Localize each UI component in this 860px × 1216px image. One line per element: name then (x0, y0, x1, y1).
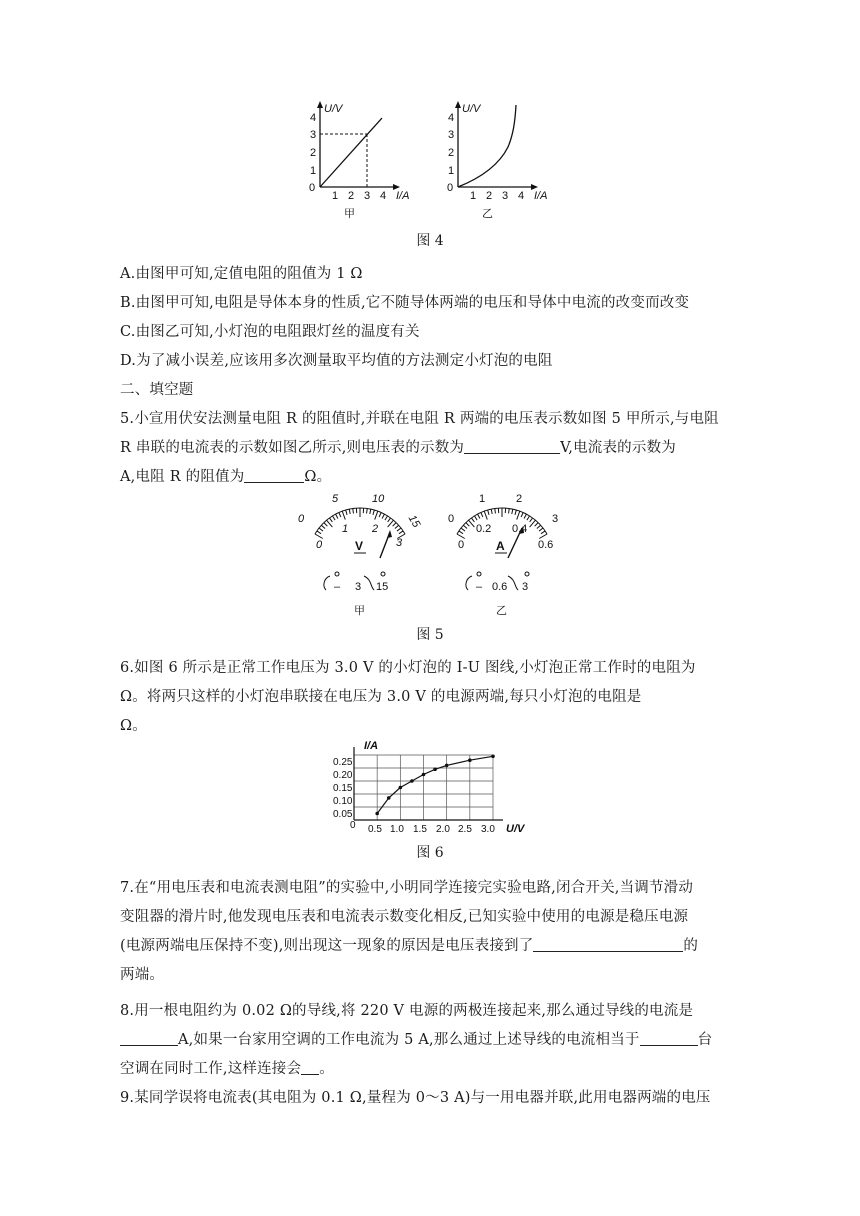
figure-4 (300, 95, 560, 225)
x-tick: 2.0 (436, 824, 450, 835)
outer-scale-label: 3 (552, 513, 559, 525)
dial-tick (399, 531, 403, 534)
dial-tick (488, 510, 489, 515)
dial-tick (539, 528, 543, 531)
dial-tick (346, 510, 347, 515)
axis-ylabel: U/V (324, 103, 343, 115)
q5-text: V,电流表的示数为 (560, 440, 676, 456)
dial-tick (375, 511, 378, 519)
dial-tick (461, 528, 465, 531)
y-tick: 1 (448, 165, 455, 177)
figure-6-caption: 图 6 (416, 845, 444, 861)
q7-line-1: 7.在“用电压表和电流表测电阻”的实验中,小明同学连接完实验电路,闭合开关,当调节滑动 (120, 880, 694, 896)
dial-tick (537, 525, 541, 528)
figure-6-chart (330, 738, 540, 838)
dial-tick (530, 518, 533, 522)
axis-xlabel: I/A (396, 190, 410, 202)
x-tick: 0.5 (368, 824, 382, 835)
terminal-label: 3 (522, 581, 529, 593)
dial-tick (373, 510, 374, 515)
dial-tick (457, 534, 465, 539)
outer-scale-label: 1 (479, 493, 486, 505)
curve-line (458, 105, 516, 187)
meter-unit: A (496, 539, 505, 553)
option-d: D.为了减小误差,应该用多次测量取平均值的方法测定小灯泡的电阻 (120, 353, 553, 369)
data-point (410, 779, 414, 783)
inner-scale-label: 1 (342, 523, 349, 535)
graph-yi (447, 101, 547, 220)
dial-tick (329, 518, 332, 522)
option-c: C.由图乙可知,小灯泡的电阻跟灯丝的温度有关 (120, 324, 420, 340)
outer-scale-label: 15 (405, 513, 423, 530)
answer-blank-resistance[interactable] (244, 468, 304, 483)
y-tick: 0.20 (333, 770, 353, 781)
origin-label: 0 (447, 182, 454, 194)
dial-tick (541, 531, 545, 534)
answer-blank-connection[interactable] (533, 937, 683, 952)
q6-line-3: Ω。 (120, 718, 147, 734)
q5-line-2 (120, 436, 676, 457)
data-point (445, 764, 449, 768)
outer-scale-label: 2 (516, 493, 523, 505)
graph-jia (309, 101, 409, 220)
data-point (399, 786, 403, 790)
inner-scale-label: 0.2 (476, 523, 492, 535)
origin-label: 0 (309, 182, 316, 194)
x-tick: 3 (502, 190, 509, 202)
figure-5-caption: 图 5 (416, 627, 444, 643)
answer-blank-count[interactable] (640, 1031, 698, 1046)
dial-tick (509, 509, 510, 514)
terminal-label: 0.6 (492, 581, 508, 593)
dial-tick (324, 523, 327, 527)
meter-label: 乙 (496, 605, 507, 617)
x-tick: 2.5 (458, 824, 472, 835)
inner-scale-label: 0.4 (512, 523, 528, 535)
meter-label: 甲 (354, 605, 365, 617)
dial-tick (317, 531, 321, 534)
y-tick: 0 (350, 820, 356, 831)
dial-tick (353, 509, 354, 514)
terminal-label: 15 (376, 581, 389, 593)
inner-scale-label: 2 (372, 523, 379, 535)
dial-tick (515, 510, 516, 515)
data-point (491, 755, 495, 759)
dial-tick (397, 528, 401, 531)
x-tick: 3.0 (481, 824, 495, 835)
dial-tick (484, 511, 487, 519)
dial-tick (342, 511, 345, 519)
y-tick: 2 (310, 147, 317, 159)
q7-line-3 (120, 934, 698, 955)
y-tick: 4 (448, 112, 455, 124)
x-tick: 1.0 (390, 824, 404, 835)
terminal-label: 3 (355, 581, 362, 593)
graph-label: 甲 (344, 208, 355, 220)
inner-scale-label: 3 (396, 537, 403, 549)
dial-tick (388, 518, 391, 522)
option-b: B.由图甲可知,电阻是导体本身的性质,它不随导体两端的电压和导体中电流的改变而改变 (120, 295, 690, 311)
dial-tick (382, 514, 384, 518)
axis-ylabel: U/V (462, 103, 481, 115)
answer-blank-voltage[interactable] (464, 439, 560, 454)
inner-scale-label: 0 (458, 539, 465, 551)
data-point (433, 768, 437, 772)
q5-line-1: 5.小宣用伏安法测量电阻 R 的阻值时,并联在电阻 R 两端的电压表示数如图 5 甲所示,与电阻 (120, 411, 719, 427)
axis-xlabel: I/A (534, 190, 548, 202)
answer-blank-result[interactable] (301, 1060, 319, 1075)
q8-text: 空调在同时工作,这样连接会 (120, 1061, 302, 1077)
q8-line-3 (120, 1057, 334, 1078)
y-tick: 4 (310, 112, 317, 124)
dial-tick (466, 523, 469, 527)
x-tick: 4 (380, 190, 387, 202)
dial-tick (527, 516, 530, 520)
ammeter (448, 493, 558, 617)
dial-tick (521, 512, 523, 517)
dial-tick (524, 514, 526, 518)
dial-tick (512, 509, 513, 514)
data-point (375, 812, 379, 816)
q5-text: A,电阻 R 的阻值为 (120, 469, 245, 485)
linear-line (320, 118, 382, 187)
outer-scale-label: 10 (372, 493, 385, 505)
axis-ylabel: I/A (364, 740, 379, 752)
dial-tick (379, 512, 381, 517)
y-tick: 1 (310, 165, 317, 177)
dial-tick (367, 509, 368, 514)
y-tick: 0.05 (333, 809, 353, 820)
y-tick: 3 (448, 129, 455, 141)
graph-label: 乙 (482, 208, 493, 220)
dial-tick (395, 525, 399, 528)
x-tick: 4 (518, 190, 525, 202)
dial-tick (339, 512, 341, 517)
dial-tick (478, 514, 480, 518)
dial-tick (535, 523, 538, 527)
dial-tick (495, 509, 496, 514)
dial-tick (336, 514, 338, 518)
q5-text: Ω。 (304, 469, 332, 485)
dial-tick (517, 511, 520, 519)
dial-tick (315, 534, 323, 539)
data-point (468, 758, 472, 762)
y-tick: 0.10 (333, 796, 353, 807)
x-tick: 2 (348, 190, 355, 202)
dial-tick (459, 531, 463, 534)
dial-tick (471, 518, 474, 522)
y-tick: 3 (310, 129, 317, 141)
terminal-label: – (476, 581, 483, 593)
dial-tick (332, 516, 335, 520)
q5-text: R 串联的电流表的示数如图乙所示,则电压表的示数为 (120, 440, 465, 456)
q8-line-1: 8.用一根电阻约为 0.02 Ω的导线,将 220 V 电源的两极连接起来,那么通过导线的电流是 (120, 1003, 694, 1019)
dial-tick (319, 528, 323, 531)
dial-tick (539, 534, 547, 539)
x-tick: 1 (332, 190, 339, 202)
axis-xlabel: U/V (506, 823, 525, 835)
q8-line-2 (120, 1028, 712, 1049)
voltmeter (298, 493, 423, 617)
q7-text: 的 (683, 938, 699, 954)
answer-blank-current[interactable] (120, 1031, 178, 1046)
inner-scale-label: 0 (316, 539, 323, 551)
dial-tick (481, 512, 483, 517)
figure-4-caption: 图 4 (416, 233, 444, 249)
q8-text: 台 (697, 1032, 713, 1048)
q7-text: (电源两端电压保持不变),则出现这一现象的原因是电压表接到了 (120, 938, 534, 954)
outer-scale-label: 0 (448, 513, 455, 525)
dial-tick (474, 516, 477, 520)
y-tick: 0.25 (333, 757, 353, 768)
outer-scale-label: 5 (332, 493, 339, 505)
dial-tick (321, 525, 325, 528)
x-tick: 2 (486, 190, 493, 202)
q6-line-1: 6.如图 6 所示是正常工作电压为 3.0 V 的小灯泡的 I-U 图线,小灯泡正常工作时的电阻为 (120, 660, 696, 676)
q7-line-4: 两端。 (120, 967, 165, 983)
section-heading: 二、填空题 (120, 382, 194, 398)
q8-text: A,如果一台家用空调的工作电流为 5 A,那么通过上述导线的电流相当于 (178, 1032, 640, 1048)
terminal-label: – (334, 581, 341, 593)
inner-scale-label: 0.6 (538, 539, 554, 551)
data-point (387, 796, 391, 800)
q5-line-3 (120, 465, 331, 486)
data-point (422, 773, 426, 777)
x-tick: 1 (470, 190, 477, 202)
iu-curve (377, 756, 493, 813)
option-a: A.由图甲可知,定值电阻的阻值为 1 Ω (120, 266, 363, 282)
q6-line-2: Ω。将两只这样的小灯泡串联接在电压为 3.0 V 的电源两端,每只小灯泡的电阻是 (120, 689, 642, 705)
y-tick: 2 (448, 147, 455, 159)
q7-line-2: 变阻器的滑片时,他发现电压表和电流表示数变化相反,已知实验中使用的电源是稳压电源 (120, 909, 689, 925)
dial-tick (491, 509, 492, 514)
dial-tick (349, 509, 350, 514)
x-tick: 1.5 (413, 824, 427, 835)
y-tick: 0.15 (333, 783, 353, 794)
figure-5 (292, 492, 582, 620)
outer-scale-label: 0 (298, 513, 305, 525)
dial-tick (463, 525, 467, 528)
x-tick: 3 (364, 190, 371, 202)
dial-tick (393, 523, 396, 527)
meter-unit: V (355, 539, 364, 553)
dial-tick (370, 509, 371, 514)
q9-line-1: 9.某同学误将电流表(其电阻为 0.1 Ω,量程为 0～3 A)与一用电器并联,此用电器两端的电压 (120, 1090, 711, 1106)
q8-text: 。 (319, 1061, 334, 1077)
dial-tick (385, 516, 388, 520)
